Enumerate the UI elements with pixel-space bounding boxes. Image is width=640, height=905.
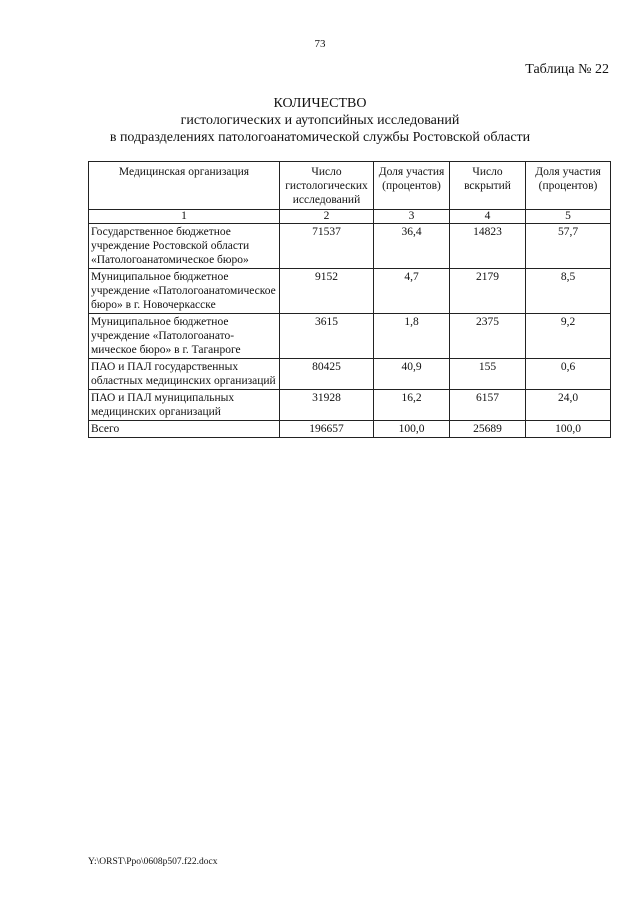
organization-cell: Муниципальное бюджетное учреждение «Патологоанатомическое бюро» в г. Новочеркасске <box>89 269 280 314</box>
autopsy-count-cell: 2375 <box>450 314 526 359</box>
autopsy-share-cell: 8,5 <box>526 269 611 314</box>
autopsy-count-cell: 155 <box>450 359 526 390</box>
organization-cell: ПАО и ПАЛ государственных областных медицинских организаций <box>89 359 280 390</box>
header-autopsy-share: Доля участия (процентов) <box>526 162 611 210</box>
autopsy-count-cell: 25689 <box>450 421 526 438</box>
column-number: 5 <box>526 210 611 224</box>
column-number: 4 <box>450 210 526 224</box>
histology-share-cell: 36,4 <box>374 224 450 269</box>
autopsy-count-cell: 14823 <box>450 224 526 269</box>
organization-cell: Государственное бюджетное учреждение Ростовской области «Патологоанатомическое бюро» <box>89 224 280 269</box>
autopsy-share-cell: 9,2 <box>526 314 611 359</box>
header-autopsy-count: Число вскрытий <box>450 162 526 210</box>
header-organization: Медицинская организация <box>89 162 280 210</box>
table-row <box>89 224 611 269</box>
page-number: 73 <box>314 38 326 50</box>
histology-share-cell: 16,2 <box>374 390 450 421</box>
autopsy-share-cell: 100,0 <box>526 421 611 438</box>
histology-share-cell: 1,8 <box>374 314 450 359</box>
table-row <box>89 359 611 390</box>
footer-file-path: Y:\ORST\Ppo\0608p507.f22.docx <box>88 857 218 867</box>
histology-count-cell: 9152 <box>280 269 374 314</box>
title-line-3: в подразделениях патологоанатомической службы Ростовской области <box>109 130 531 145</box>
total-label-cell: Всего <box>89 421 280 438</box>
title-line-2: гистологических и аутопсийных исследований <box>180 113 460 128</box>
header-histology-share: Доля участия (процентов) <box>374 162 450 210</box>
autopsy-count-cell: 2179 <box>450 269 526 314</box>
histology-count-cell: 31928 <box>280 390 374 421</box>
table-label: Таблица № 22 <box>525 62 609 77</box>
histology-share-cell: 40,9 <box>374 359 450 390</box>
histology-count-cell: 80425 <box>280 359 374 390</box>
header-histology-count: Число гистологических исследований <box>280 162 374 210</box>
autopsy-share-cell: 0,6 <box>526 359 611 390</box>
organization-cell: ПАО и ПАЛ муниципальных медицинских организаций <box>89 390 280 421</box>
organization-cell: Муниципальное бюджетное учреждение «Патологоанато-мическое бюро» в г. Таганроге <box>89 314 280 359</box>
autopsy-count-cell: 6157 <box>450 390 526 421</box>
histology-count-cell: 3615 <box>280 314 374 359</box>
histology-count-cell: 196657 <box>280 421 374 438</box>
document-title <box>0 95 640 146</box>
statistics-table <box>88 161 611 438</box>
autopsy-share-cell: 57,7 <box>526 224 611 269</box>
histology-share-cell: 100,0 <box>374 421 450 438</box>
histology-count-cell: 71537 <box>280 224 374 269</box>
autopsy-share-cell: 24,0 <box>526 390 611 421</box>
column-number-row <box>89 210 611 224</box>
table-total-row <box>89 421 611 438</box>
column-number: 3 <box>374 210 450 224</box>
table-row <box>89 390 611 421</box>
table-header-row <box>89 162 611 210</box>
column-number: 2 <box>280 210 374 224</box>
title-line-1: КОЛИЧЕСТВО <box>273 96 367 111</box>
column-number: 1 <box>89 210 280 224</box>
histology-share-cell: 4,7 <box>374 269 450 314</box>
table-row <box>89 314 611 359</box>
table-row <box>89 269 611 314</box>
